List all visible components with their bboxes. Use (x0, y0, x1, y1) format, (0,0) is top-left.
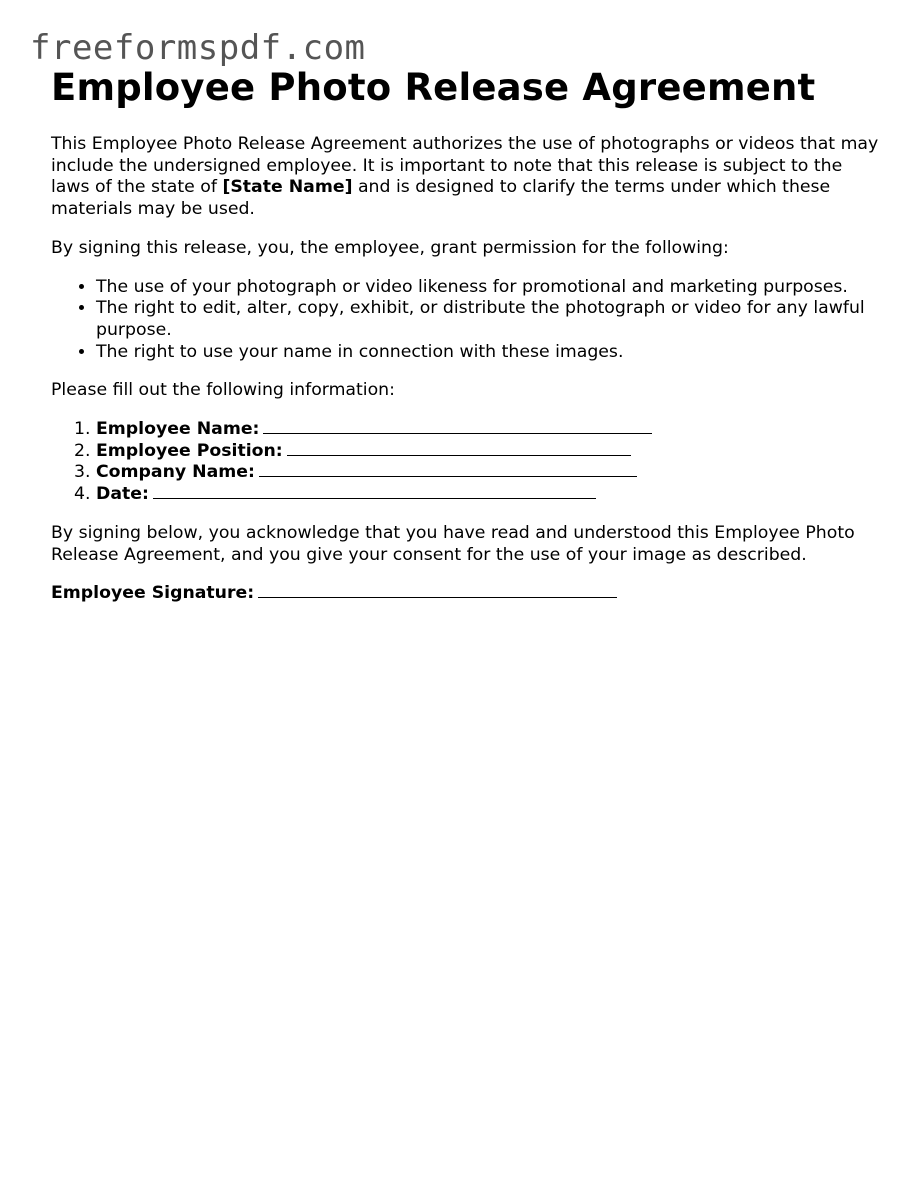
signature-line (51, 583, 881, 605)
field-employee-position (96, 441, 881, 463)
intro-paragraph (51, 134, 881, 221)
field-employee-name (96, 419, 881, 441)
employee-name-blank[interactable] (263, 419, 652, 434)
watermark: freeformspdf.com (30, 28, 366, 68)
date-blank[interactable] (153, 484, 596, 499)
permission-item: • The use of your photograph or video likeness for promotional and marketing purposes. (96, 277, 881, 299)
grant-paragraph: By signing this release, you, the employee, grant permission for the following: (51, 237, 729, 258)
field-date (96, 484, 881, 506)
company-name-blank[interactable] (259, 462, 637, 477)
signature-label: Employee Signature: (51, 583, 255, 604)
document-page (51, 66, 881, 605)
intro-text-2: and is designed to clarify the terms under which these materials may be used. (51, 177, 831, 220)
info-fields-list (51, 419, 881, 506)
permission-item: • The right to use your name in connection with these images. (96, 342, 881, 364)
field-company-name (96, 462, 881, 484)
field-label: Employee Position: (96, 440, 283, 461)
permission-item: • The right to edit, alter, copy, exhibit, or distribute the photograph or video for any lawful purpose. (96, 298, 881, 341)
state-name-placeholder: [State Name] (222, 177, 353, 198)
employee-position-blank[interactable] (287, 441, 631, 456)
fill-instructions: Please fill out the following information: (51, 380, 395, 401)
document-title: Employee Photo Release Agreement (51, 66, 816, 109)
signature-blank[interactable] (258, 583, 617, 598)
acknowledgment-paragraph: By signing below, you acknowledge that you have read and understood this Employee Photo Release Agreement, and you give your consent for the use of your image as described. (51, 522, 855, 565)
intro-text-1: This Employee Photo Release Agreement authorizes the use of photographs or videos that may include the undersigned employee. It is important to note that this release is subject to the laws of the state of (51, 134, 879, 198)
field-label: Employee Name: (96, 419, 260, 440)
field-label: Date: (96, 484, 149, 505)
field-label: Company Name: (96, 462, 255, 483)
permissions-list (51, 277, 881, 364)
